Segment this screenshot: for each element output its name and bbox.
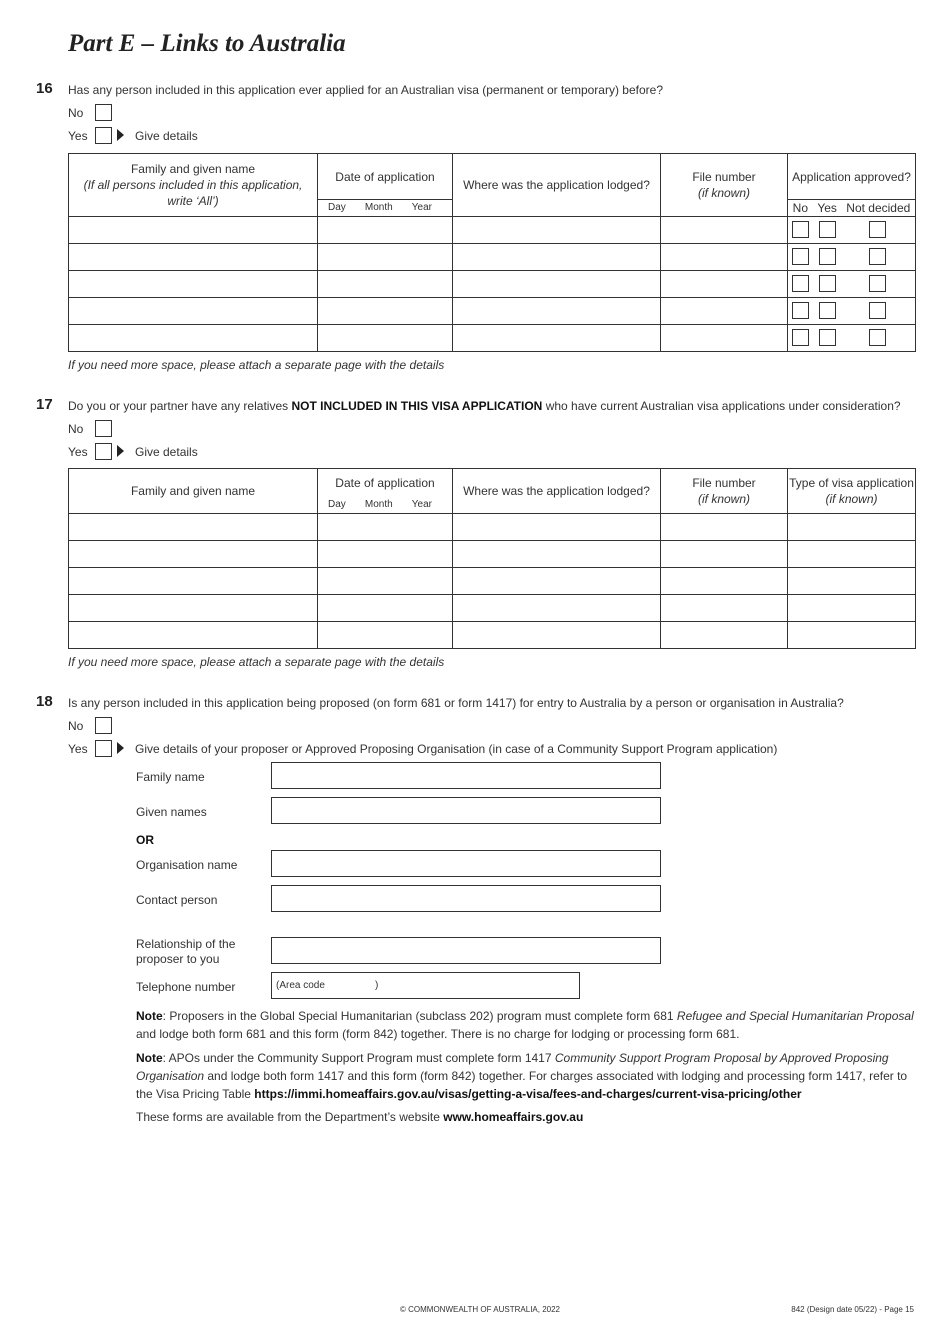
q17-where-cell[interactable]: [453, 622, 661, 649]
q16-not-decided-checkbox[interactable]: [869, 302, 886, 319]
q17-col-type-header: Type of visa application (if known): [788, 469, 916, 514]
q16-date-cell[interactable]: [318, 217, 453, 244]
q16-approved-yes-checkbox[interactable]: [819, 221, 836, 238]
table-row: [69, 217, 916, 244]
q16-where-cell[interactable]: [453, 217, 661, 244]
q17-where-cell[interactable]: [453, 595, 661, 622]
q16-file-cell[interactable]: [661, 271, 788, 298]
q16-no-checkbox[interactable]: [95, 104, 112, 121]
question-17-text: Do you or your partner have any relatives NOT INCLUDED IN THIS VISA APPLICATION who have current Australian visa applications under consideration?: [68, 399, 901, 413]
q17-file-cell[interactable]: [661, 568, 788, 595]
q17-no-checkbox[interactable]: [95, 420, 112, 437]
q16-date-cell[interactable]: [318, 271, 453, 298]
q16-where-cell[interactable]: [453, 271, 661, 298]
area-code-label: (Area code: [276, 980, 325, 991]
copyright-footer: © COMMONWEALTH OF AUSTRALIA, 2022: [400, 1305, 560, 1314]
q16-more-space-note: If you need more space, please attach a separate page with the details: [68, 358, 445, 372]
q17-yes-label: Yes: [68, 445, 88, 459]
organisation-name-field[interactable]: [271, 850, 661, 877]
table-row: [69, 568, 916, 595]
q16-name-cell[interactable]: [69, 298, 318, 325]
question-18-number: 18: [36, 693, 53, 710]
q17-col-date-header: Date of application: [318, 469, 453, 497]
forms-availability: These forms are available from the Department’s website www.homeaffairs.gov.au: [136, 1110, 584, 1124]
page-number-footer: 842 (Design date 05/22) - Page 15: [791, 1305, 914, 1314]
q16-not-decided-checkbox[interactable]: [869, 275, 886, 292]
table-row: [69, 244, 916, 271]
q17-type-cell[interactable]: [788, 514, 916, 541]
family-name-label: Family name: [136, 770, 205, 784]
q18-yes-label: Yes: [68, 742, 88, 756]
relationship-field[interactable]: [271, 937, 661, 964]
q16-not-decided-checkbox[interactable]: [869, 221, 886, 238]
part-title: Part E – Links to Australia: [68, 30, 346, 57]
q17-no-label: No: [68, 422, 84, 436]
q16-file-cell[interactable]: [661, 244, 788, 271]
q18-no-checkbox[interactable]: [95, 717, 112, 734]
q16-approved-no-checkbox[interactable]: [792, 221, 809, 238]
q18-give-details-label: Give details of your proposer or Approved Proposing Organisation (in case of a Community Support Program application): [135, 742, 778, 756]
q17-file-cell[interactable]: [661, 622, 788, 649]
q16-file-cell[interactable]: [661, 298, 788, 325]
q17-name-cell[interactable]: [69, 568, 318, 595]
question-18-text: Is any person included in this application being proposed (on form 681 or form 1417) for entry to Australia by a person or organisation in Australia?: [68, 696, 844, 710]
q16-where-cell[interactable]: [453, 325, 661, 352]
q17-name-cell[interactable]: [69, 514, 318, 541]
arrow-right-icon: [117, 742, 124, 754]
note-form-681: Note: Proposers in the Global Special Humanitarian (subclass 202) program must complete form 681 Refugee and Special Humanitarian Proposal and lodge both form 681 and this form (form 842) together. There is no charge for lodging or processing form 681.: [136, 1009, 914, 1041]
given-names-label: Given names: [136, 805, 207, 819]
q18-no-label: No: [68, 719, 84, 733]
relationship-label: Relationship of the proposer to you: [136, 937, 236, 966]
q17-file-cell[interactable]: [661, 595, 788, 622]
question-16-text: Has any person included in this application ever applied for an Australian visa (permanent or temporary) before?: [68, 83, 663, 97]
q16-yes-checkbox[interactable]: [95, 127, 112, 144]
q17-date-cell[interactable]: [318, 568, 453, 595]
contact-person-field[interactable]: [271, 885, 661, 912]
q16-approved-no-checkbox[interactable]: [792, 329, 809, 346]
q16-date-subheader: Day Month Year: [318, 200, 453, 217]
q17-give-details-label: Give details: [135, 445, 198, 459]
or-label: OR: [136, 833, 154, 847]
table-row: [69, 514, 916, 541]
q16-date-cell[interactable]: [318, 298, 453, 325]
q17-details-table: [68, 468, 916, 649]
q16-file-cell[interactable]: [661, 217, 788, 244]
q16-approved-subheader: No Yes Not decided: [788, 200, 916, 217]
homeaffairs-link[interactable]: www.homeaffairs.gov.au: [443, 1110, 584, 1124]
q16-approved-yes-checkbox[interactable]: [819, 248, 836, 265]
q17-name-cell[interactable]: [69, 622, 318, 649]
visa-pricing-link[interactable]: https://immi.homeaffairs.gov.au/visas/getting-a-visa/fees-and-charges/current-visa-pricing/other: [254, 1087, 802, 1101]
q17-yes-checkbox[interactable]: [95, 443, 112, 460]
table-row: [69, 622, 916, 649]
q16-date-cell[interactable]: [318, 325, 453, 352]
q16-where-cell[interactable]: [453, 298, 661, 325]
q17-date-subheader: Day Month Year: [318, 497, 453, 514]
table-row: [69, 541, 916, 568]
q16-where-cell[interactable]: [453, 244, 661, 271]
arrow-right-icon: [117, 445, 124, 457]
q18-yes-checkbox[interactable]: [95, 740, 112, 757]
q17-where-cell[interactable]: [453, 514, 661, 541]
q17-where-cell[interactable]: [453, 541, 661, 568]
contact-person-label: Contact person: [136, 893, 218, 907]
q16-name-cell[interactable]: [69, 217, 318, 244]
q16-name-cell[interactable]: [69, 325, 318, 352]
q17-name-cell[interactable]: [69, 541, 318, 568]
q16-col-name-header: Family and given name (If all persons included in this application, write ‘All’): [69, 154, 318, 217]
table-row: [69, 325, 916, 352]
q16-approved-yes-checkbox[interactable]: [819, 275, 836, 292]
q16-yes-label: Yes: [68, 129, 88, 143]
q16-no-label: No: [68, 106, 84, 120]
q17-col-file-header: File number (if known): [661, 469, 788, 514]
organisation-name-label: Organisation name: [136, 858, 238, 872]
q17-type-cell[interactable]: [788, 568, 916, 595]
arrow-right-icon: [117, 129, 124, 141]
q17-type-cell[interactable]: [788, 541, 916, 568]
q17-date-cell[interactable]: [318, 541, 453, 568]
q16-col-approved-header: Application approved?: [788, 154, 916, 200]
q17-file-cell[interactable]: [661, 541, 788, 568]
note-form-1417: Note: APOs under the Community Support Program must complete form 1417 Community Support Program Proposal by Approved Proposing Organisation and lodge both form 1417 and this form (form 842) together. For charges associated with lodging and processing form 1417, refer to the Visa Pricing Table https://immi.homeaffairs.gov.au/visas/getting-a-visa/fees-and-charges/current-visa-pricing/other: [136, 1051, 908, 1101]
q16-give-details-label: Give details: [135, 129, 198, 143]
area-code-close: ): [375, 980, 379, 991]
q17-date-cell[interactable]: [318, 595, 453, 622]
q16-approved-yes-checkbox[interactable]: [819, 302, 836, 319]
question-16-number: 16: [36, 80, 53, 97]
q16-not-decided-checkbox[interactable]: [869, 248, 886, 265]
q16-approved-no-checkbox[interactable]: [792, 302, 809, 319]
q17-name-cell[interactable]: [69, 595, 318, 622]
table-row: [69, 595, 916, 622]
q16-approved-no-checkbox[interactable]: [792, 275, 809, 292]
q17-type-cell[interactable]: [788, 622, 916, 649]
q16-name-cell[interactable]: [69, 244, 318, 271]
q16-approved-no-checkbox[interactable]: [792, 248, 809, 265]
question-17-number: 17: [36, 396, 53, 413]
given-names-field[interactable]: [271, 797, 661, 824]
q17-col-name-header: Family and given name: [69, 469, 318, 514]
q16-col-date-header: Date of application: [318, 154, 453, 200]
q17-where-cell[interactable]: [453, 568, 661, 595]
q16-details-table: [68, 153, 916, 352]
q16-approved-yes-checkbox[interactable]: [819, 329, 836, 346]
q17-type-cell[interactable]: [788, 595, 916, 622]
q16-col-where-header: Where was the application lodged?: [453, 154, 661, 217]
telephone-label: Telephone number: [136, 980, 236, 994]
q17-file-cell[interactable]: [661, 514, 788, 541]
family-name-field[interactable]: [271, 762, 661, 789]
q16-date-cell[interactable]: [318, 244, 453, 271]
q16-name-cell[interactable]: [69, 271, 318, 298]
q16-col-file-header: File number (if known): [661, 154, 788, 217]
q17-date-cell[interactable]: [318, 514, 453, 541]
table-row: [69, 298, 916, 325]
q17-col-where-header: Where was the application lodged?: [453, 469, 661, 514]
table-row: [69, 271, 916, 298]
q17-more-space-note: If you need more space, please attach a separate page with the details: [68, 655, 445, 669]
q16-not-decided-checkbox[interactable]: [869, 329, 886, 346]
q17-date-cell[interactable]: [318, 622, 453, 649]
q16-file-cell[interactable]: [661, 325, 788, 352]
